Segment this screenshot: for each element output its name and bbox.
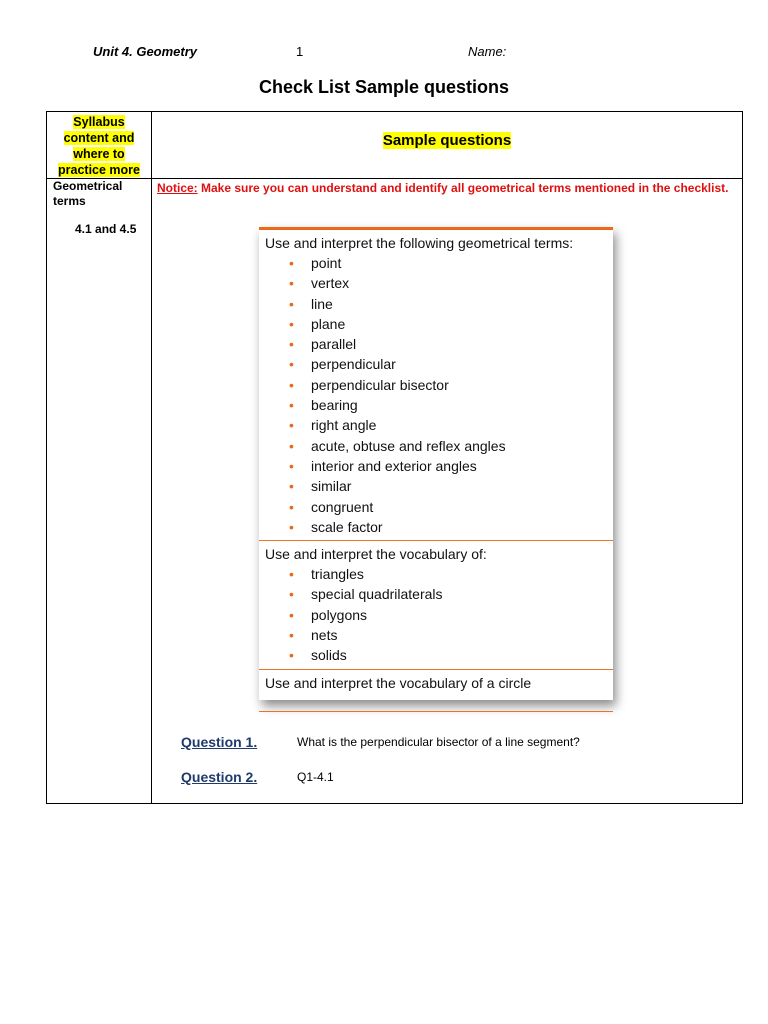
bullet-icon: •: [289, 566, 294, 583]
bullet-icon: •: [289, 437, 294, 454]
list-item: [289, 395, 613, 415]
syllabus-header-text: Syllabus content and where to practice more: [58, 115, 140, 177]
question-1-text: What is the perpendicular bisector of a line segment?: [297, 735, 580, 749]
list-item-text: bearing: [311, 397, 358, 414]
list-item: [289, 294, 613, 314]
list-item: [289, 476, 613, 496]
list-item-text: perpendicular: [311, 356, 396, 373]
bullet-icon: •: [289, 417, 294, 434]
list-item-text: plane: [311, 315, 346, 332]
list-item: [289, 375, 613, 395]
vocabulary-section-title: Use and interpret the vocabulary of:: [265, 546, 487, 563]
bullet-icon: •: [289, 315, 294, 332]
list-item-text: polygons: [311, 606, 368, 623]
bullet-icon: •: [289, 356, 294, 373]
list-item-text: congruent: [311, 498, 374, 515]
list-item-text: parallel: [311, 336, 357, 353]
circle-section-title: Use and interpret the vocabulary of a circle: [265, 674, 532, 691]
question-1-label: Question 1.: [181, 734, 258, 750]
page-number: 1: [296, 44, 304, 59]
list-item-text: nets: [311, 627, 338, 644]
bullet-icon: •: [289, 457, 294, 474]
question-2: [181, 769, 334, 785]
list-item-text: perpendicular bisector: [311, 376, 449, 393]
vocabulary-section: [259, 541, 613, 669]
bullet-icon: •: [289, 627, 294, 644]
checklist-table: [46, 111, 743, 804]
notice-text: [157, 180, 742, 196]
terms-section-title: Use and interpret the following geometrical terms:: [265, 235, 574, 251]
bullet-icon: •: [289, 275, 294, 292]
list-item-text: special quadrilaterals: [311, 586, 443, 603]
syllabus-column-header: [51, 114, 147, 178]
topic-label: Geometrical terms: [53, 179, 123, 208]
list-item-text: interior and exterior angles: [311, 457, 477, 474]
bullet-icon: •: [289, 606, 294, 623]
geometrical-terms-box: [259, 227, 613, 700]
bullet-icon: •: [289, 647, 294, 664]
question-2-text: Q1-4.1: [297, 770, 334, 784]
list-item: [289, 584, 613, 604]
list-item-text: point: [311, 255, 342, 271]
bullet-icon: •: [289, 586, 294, 603]
bullet-icon: •: [289, 498, 294, 515]
bullet-icon: •: [289, 397, 294, 414]
list-item: [289, 253, 613, 273]
list-item: [289, 497, 613, 517]
question-1: [181, 734, 580, 750]
list-item: [289, 436, 613, 456]
list-item-text: acute, obtuse and reflex angles: [311, 437, 506, 454]
terms-section: [259, 230, 613, 541]
page-title: Check List Sample questions: [258, 77, 510, 97]
bullet-icon: •: [289, 336, 294, 353]
header-divider: [47, 178, 742, 179]
list-item: [289, 517, 613, 537]
bullet-icon: •: [289, 518, 294, 535]
section-reference: 4.1 and 4.5: [75, 222, 137, 236]
sample-questions-header-text: Sample questions: [382, 132, 512, 149]
bullet-icon: •: [289, 295, 294, 312]
name-label: Name:: [468, 44, 507, 59]
list-item-text: solids: [311, 647, 347, 664]
list-item-text: right angle: [311, 417, 377, 434]
list-item: [289, 564, 613, 584]
list-item-text: vertex: [311, 275, 350, 292]
list-item: [289, 456, 613, 476]
bullet-icon: •: [289, 255, 294, 271]
list-item-text: triangles: [311, 566, 364, 583]
terms-list: [265, 253, 613, 537]
list-item: [289, 273, 613, 293]
bullet-icon: •: [289, 376, 294, 393]
column-divider: [151, 112, 152, 803]
vocabulary-list: [265, 564, 613, 665]
list-item: [289, 354, 613, 374]
unit-label: Unit 4. Geometry: [93, 44, 198, 59]
list-item-text: similar: [311, 478, 352, 495]
list-item: [289, 605, 613, 625]
list-item: [289, 314, 613, 334]
notice-label: Notice:: [157, 181, 198, 195]
notice-body: Make sure you can understand and identify all geometrical terms mentioned in the checklist.: [197, 181, 729, 195]
list-item: [289, 415, 613, 435]
list-item-text: scale factor: [311, 518, 383, 535]
list-item: [289, 645, 613, 665]
sample-questions-header: [152, 132, 742, 149]
list-item-text: line: [311, 295, 333, 312]
circle-section: [259, 670, 613, 712]
question-2-label: Question 2.: [181, 769, 258, 785]
bullet-icon: •: [289, 478, 294, 495]
list-item: [289, 334, 613, 354]
list-item: [289, 625, 613, 645]
